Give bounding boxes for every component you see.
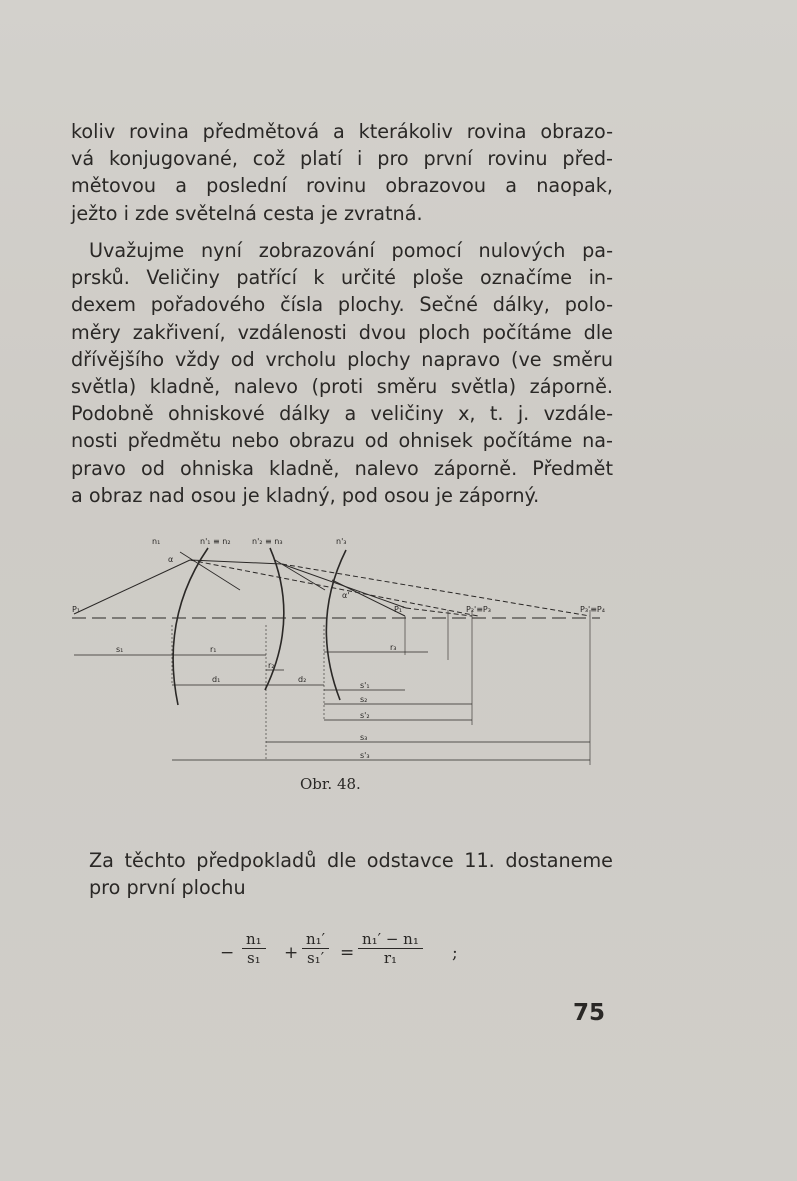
- label-s3p: s'₃: [360, 751, 370, 760]
- formula-minus: −: [220, 943, 235, 963]
- text-line: světla) kladně, nalevo (proti směru světla) záporně.: [71, 375, 613, 399]
- text-line: a obraz nad osou je kladný, pod osou je záporný.: [71, 483, 540, 507]
- label-P1: P₁: [72, 605, 81, 614]
- fraction-2-denominator: s₁′: [306, 949, 325, 967]
- ray-ext-3: [190, 560, 478, 616]
- ray-in: [74, 560, 190, 614]
- label-d1: d₁: [212, 675, 221, 684]
- text-line: prsků. Veličiny patřící k určité ploše označíme in-: [71, 266, 613, 290]
- ray-1: [190, 560, 282, 564]
- figure-caption: Obr. 48.: [300, 775, 361, 793]
- label-s2p: s'₂: [360, 711, 370, 720]
- text-line: Podobně ohniskové dálky a veličiny x, t. j. vzdále-: [71, 402, 613, 426]
- label-r3: r₃: [390, 643, 397, 652]
- label-P2p-P3: P₂'≡P₃: [466, 605, 491, 614]
- fraction-1-numerator: n₁: [242, 930, 266, 949]
- formula: [220, 930, 480, 990]
- label-r2: r₂: [268, 661, 275, 670]
- text-line: ježto i zde světelná cesta je zvratná.: [71, 201, 423, 225]
- label-s1: s₁: [116, 645, 124, 654]
- text-line: dřívějšího vždy od vrcholu plochy napravo (ve směru: [71, 347, 613, 371]
- text-line: dexem pořadového čísla plochy. Sečné dálky, polo-: [71, 293, 613, 317]
- fraction-3-denominator: r₁: [383, 949, 398, 967]
- text-line: vá konjugované, což platí i pro první rovinu před-: [71, 147, 613, 171]
- formula-equals: =: [340, 943, 355, 963]
- label-n3p: n'₃: [336, 537, 347, 546]
- text-line: Za těchto předpokladů dle odstavce 11. dostaneme: [89, 849, 613, 872]
- paragraph-1: [71, 118, 613, 227]
- fraction-1-denominator: s₁: [246, 949, 261, 967]
- paragraph-3: [89, 847, 613, 901]
- paragraph-2: [71, 237, 613, 509]
- label-n1p-n2: n'₁ ≡ n₂: [200, 537, 231, 546]
- fraction-2-numerator: n₁′: [302, 930, 329, 949]
- label-n2p-n3: n'₂ ≡ n₃: [252, 537, 283, 546]
- normal-2: [275, 560, 325, 590]
- label-alpha-prime: α': [342, 591, 350, 600]
- ray-ext-1: [406, 608, 472, 616]
- text-line: pro první plochu: [89, 876, 246, 900]
- text-line: nosti předmětu nebo obrazu od ohnisek počítáme na-: [71, 429, 613, 453]
- text-line: Uvažujme nyní zobrazování pomocí nulových pa-: [89, 239, 613, 262]
- fraction-3: [358, 930, 423, 967]
- formula-semicolon: ;: [452, 943, 458, 963]
- label-d2: d₂: [298, 675, 307, 684]
- normal-1: [180, 552, 240, 590]
- optics-diagram: [60, 530, 610, 770]
- page-number: 75: [573, 1000, 606, 1026]
- label-r1: r₁: [210, 645, 217, 654]
- label-P3p-P4: P₃'≡P₄: [580, 605, 605, 614]
- fraction-3-numerator: n₁′ − n₁: [358, 930, 423, 949]
- fraction-2: [302, 930, 329, 967]
- surface-1: [173, 548, 208, 705]
- formula-plus: +: [284, 943, 299, 963]
- label-s1p: s'₁: [360, 681, 370, 690]
- fraction-1: [242, 930, 266, 967]
- text-line: měry zakřivení, vzdálenosti dvou ploch počítáme dle: [71, 320, 613, 344]
- text-line: mětovou a poslední rovinu obrazovou a naopak,: [71, 174, 613, 198]
- label-s2: s₂: [360, 695, 368, 704]
- label-P1p: P₁': [394, 605, 405, 614]
- label-alpha: α: [168, 555, 174, 564]
- text-line: koliv rovina předmětová a kterákoliv rovina obrazo-: [71, 120, 613, 143]
- label-n1: n₁: [152, 537, 161, 546]
- text-line: pravo od ohniska kladně, nalevo záporně. Předmět: [71, 456, 613, 480]
- surface-3: [326, 550, 346, 700]
- label-s3: s₃: [360, 733, 368, 742]
